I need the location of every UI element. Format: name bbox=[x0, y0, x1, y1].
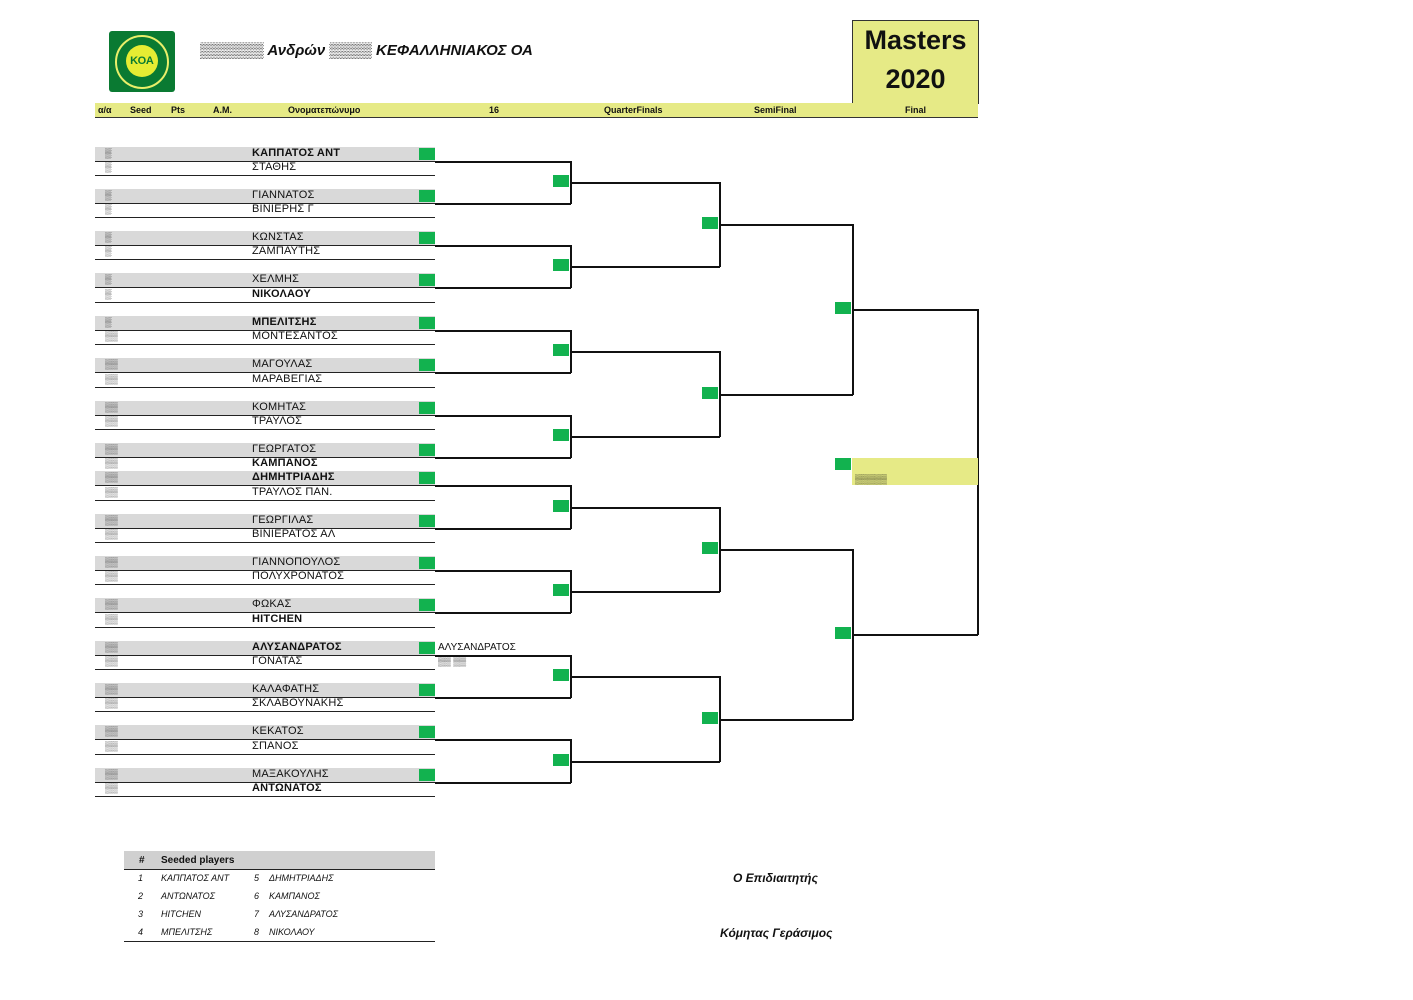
match-score-box[interactable] bbox=[835, 458, 851, 470]
player-row bbox=[95, 245, 435, 260]
player-name: ΤΡΑΥΛΟΣ ΠΑΝ. bbox=[252, 486, 333, 498]
player-name: ΚΑΛΑΦΑΤΗΣ bbox=[252, 683, 320, 695]
bracket-line bbox=[435, 161, 571, 163]
match-score-box[interactable] bbox=[553, 429, 569, 441]
player-name: ΒΙΝΙΕΡΑΤΟΣ ΑΛ bbox=[252, 528, 336, 540]
masters-year: 2020 bbox=[885, 64, 946, 94]
player-name: ΑΝΤΩΝΑΤΟΣ bbox=[252, 782, 322, 794]
seeded-table-divider bbox=[124, 941, 435, 942]
bracket-line bbox=[570, 351, 720, 353]
match-score-box[interactable] bbox=[419, 402, 435, 414]
player-row bbox=[95, 598, 435, 613]
player-row bbox=[95, 316, 435, 331]
seed-number: 1 bbox=[138, 873, 144, 883]
player-row bbox=[95, 514, 435, 529]
match-score-box[interactable] bbox=[419, 274, 435, 286]
masters-label: Masters bbox=[864, 25, 967, 55]
match-score-box[interactable] bbox=[419, 317, 435, 329]
seed-number: 5 bbox=[254, 873, 260, 883]
player-name: ΦΩΚΑΣ bbox=[252, 598, 292, 610]
player-row bbox=[95, 613, 435, 628]
player-row bbox=[95, 401, 435, 416]
player-name: ΓΕΩΡΓΑΤΟΣ bbox=[252, 443, 317, 455]
match-score-box[interactable] bbox=[419, 599, 435, 611]
player-row bbox=[95, 641, 435, 656]
player-name: ΜΑΓΟΥΛΑΣ bbox=[252, 358, 313, 370]
player-row bbox=[95, 161, 435, 176]
match-score-box[interactable] bbox=[553, 344, 569, 356]
player-name: ΔΗΜΗΤΡΙΑΔΗΣ bbox=[252, 471, 335, 483]
bracket-line bbox=[852, 309, 978, 311]
match-score-box[interactable] bbox=[835, 302, 851, 314]
col-pts: Pts bbox=[171, 105, 186, 115]
player-row bbox=[95, 330, 435, 345]
row-number: ▒▒ bbox=[105, 726, 118, 736]
player-name: ΚΟΜΗΤΑΣ bbox=[252, 401, 307, 413]
match-score-box[interactable] bbox=[702, 217, 718, 229]
seeded-row bbox=[124, 924, 435, 942]
seeded-table-header bbox=[124, 851, 435, 870]
player-name: ΣΚΛΑΒΟΥΝΑΚΗΣ bbox=[252, 697, 344, 709]
match-score-box[interactable] bbox=[553, 259, 569, 271]
player-name: ΓΟΝΑΤΑΣ bbox=[252, 655, 303, 667]
match-score-box[interactable] bbox=[553, 669, 569, 681]
player-row bbox=[95, 556, 435, 571]
round16-score: ▒▒ ▒▒ bbox=[438, 656, 467, 666]
row-number: ▒▒ bbox=[105, 557, 118, 567]
final-score: ▒▒▒▒▒ bbox=[855, 474, 887, 484]
seed-player: ΝΙΚΟΛΑΟΥ bbox=[269, 927, 315, 937]
player-name: ΧΕΛΜΗΣ bbox=[252, 273, 300, 285]
match-score-box[interactable] bbox=[419, 769, 435, 781]
match-score-box[interactable] bbox=[419, 190, 435, 202]
club-logo bbox=[109, 31, 175, 92]
row-number: ▒ bbox=[105, 317, 112, 327]
row-number: ▒▒ bbox=[105, 656, 118, 666]
match-score-box[interactable] bbox=[702, 387, 718, 399]
col-quarterfinals: QuarterFinals bbox=[604, 105, 663, 115]
player-row bbox=[95, 740, 435, 755]
player-row bbox=[95, 443, 435, 458]
col-final: Final bbox=[905, 105, 927, 115]
player-name: ΜΟΝΤΕΣΑΝΤΟΣ bbox=[252, 330, 338, 342]
row-number: ▒▒ bbox=[105, 458, 118, 468]
bracket-line bbox=[435, 245, 571, 247]
player-name: ΣΤΑΘΗΣ bbox=[252, 161, 297, 173]
match-score-box[interactable] bbox=[702, 712, 718, 724]
bracket-line bbox=[435, 528, 571, 530]
row-number: ▒▒ bbox=[105, 515, 118, 525]
col-am: Α.Μ. bbox=[213, 105, 232, 115]
match-score-box[interactable] bbox=[835, 627, 851, 639]
seeded-row bbox=[124, 888, 435, 906]
player-row bbox=[95, 782, 435, 797]
player-name: ΓΙΑΝΝΟΠΟΥΛΟΣ bbox=[252, 556, 341, 568]
seed-number: 7 bbox=[254, 909, 260, 919]
bracket-line bbox=[435, 570, 571, 572]
player-row bbox=[95, 528, 435, 543]
bracket-line bbox=[435, 782, 571, 784]
player-row bbox=[95, 471, 435, 486]
bracket-line bbox=[570, 182, 720, 184]
player-row bbox=[95, 231, 435, 246]
player-row bbox=[95, 273, 435, 288]
seed-number: 2 bbox=[138, 891, 144, 901]
bracket-line bbox=[719, 224, 853, 226]
player-name: ΒΙΝΙΕΡΗΣ Γ bbox=[252, 203, 314, 215]
row-number: ▒▒ bbox=[105, 529, 118, 539]
bracket-line bbox=[719, 719, 853, 721]
bracket-line bbox=[435, 739, 571, 741]
seeded-row bbox=[124, 870, 435, 888]
row-number: ▒▒ bbox=[105, 444, 118, 454]
match-score-box[interactable] bbox=[419, 232, 435, 244]
bracket-line bbox=[570, 266, 720, 268]
row-number: ▒▒ bbox=[105, 599, 118, 609]
column-header-bar bbox=[95, 103, 978, 118]
match-score-box[interactable] bbox=[553, 584, 569, 596]
row-number: ▒ bbox=[105, 204, 112, 214]
bracket-line bbox=[719, 549, 853, 551]
player-name: ΜΑΡΑΒΕΓΙΑΣ bbox=[252, 373, 323, 385]
player-name: ΤΡΑΥΛΟΣ bbox=[252, 415, 303, 427]
player-row bbox=[95, 203, 435, 218]
match-score-box[interactable] bbox=[702, 542, 718, 554]
seed-player: HITCHEN bbox=[161, 909, 201, 919]
seed-number: 3 bbox=[138, 909, 144, 919]
referee-title: Ο Επιδιαιτητής bbox=[733, 871, 818, 885]
seed-player: ΚΑΜΠΑΝΟΣ bbox=[269, 891, 320, 901]
bracket-line bbox=[435, 612, 571, 614]
seeded-title: Seeded players bbox=[161, 855, 235, 866]
player-name: ΑΛΥΣΑΝΔΡΑΤΟΣ bbox=[252, 641, 342, 653]
match-score-box[interactable] bbox=[419, 444, 435, 456]
row-number: ▒▒ bbox=[105, 684, 118, 694]
bracket-line bbox=[570, 676, 720, 678]
referee-name: Κόμητας Γεράσιμος bbox=[720, 926, 833, 940]
bracket-line bbox=[570, 591, 720, 593]
document-title: ▒▒▒▒▒▒ Ανδρών ▒▒▒▒ ΚΕΦΑΛΛΗΝΙΑΚΟΣ ΟΑ bbox=[200, 42, 533, 59]
seed-player: ΑΛΥΣΑΝΔΡΑΤΟΣ bbox=[269, 909, 338, 919]
player-name: ΚΩΝΣΤΑΣ bbox=[252, 231, 304, 243]
match-score-box[interactable] bbox=[553, 175, 569, 187]
row-number: ▒ bbox=[105, 246, 112, 256]
row-number: ▒▒ bbox=[105, 571, 118, 581]
player-name: ΚΑΜΠΑΝΟΣ bbox=[252, 457, 318, 469]
player-row bbox=[95, 486, 435, 501]
player-row bbox=[95, 768, 435, 783]
player-name: HITCHEN bbox=[252, 613, 303, 625]
row-number: ▒▒ bbox=[105, 769, 118, 779]
player-row bbox=[95, 288, 435, 303]
seeded-row bbox=[124, 906, 435, 924]
row-number: ▒▒ bbox=[105, 472, 118, 482]
row-number: ▒▒ bbox=[105, 642, 118, 652]
match-score-box[interactable] bbox=[419, 148, 435, 160]
player-name: ΜΑΞΑΚΟΥΛΗΣ bbox=[252, 768, 329, 780]
row-number: ▒▒ bbox=[105, 487, 118, 497]
row-number: ▒▒ bbox=[105, 402, 118, 412]
player-row bbox=[95, 373, 435, 388]
player-row bbox=[95, 683, 435, 698]
col-round16: 16 bbox=[489, 105, 500, 115]
bracket-line bbox=[435, 203, 571, 205]
seed-number: 6 bbox=[254, 891, 260, 901]
player-name: ΓΙΑΝΝΑΤΟΣ bbox=[252, 189, 315, 201]
bracket-line bbox=[435, 697, 571, 699]
player-name: ΖΑΜΠΑΥΤΗΣ bbox=[252, 245, 321, 257]
match-score-box[interactable] bbox=[419, 515, 435, 527]
round16-winner-label: ΑΛΥΣΑΝΔΡΑΤΟΣ bbox=[438, 642, 516, 653]
row-number: ▒ bbox=[105, 232, 112, 242]
masters-badge bbox=[852, 20, 979, 104]
row-number: ▒ bbox=[105, 274, 112, 284]
seed-player: ΜΠΕΛΙΤΣΗΣ bbox=[161, 927, 213, 937]
bracket-line bbox=[570, 436, 720, 438]
logo-text: ΚΟΑ bbox=[126, 45, 158, 77]
bracket-line bbox=[435, 485, 571, 487]
match-score-box[interactable] bbox=[553, 500, 569, 512]
match-score-box[interactable] bbox=[419, 684, 435, 696]
player-row bbox=[95, 189, 435, 204]
player-row bbox=[95, 457, 435, 472]
player-name: ΚΕΚΑΤΟΣ bbox=[252, 725, 304, 737]
bracket-line bbox=[570, 507, 720, 509]
player-row bbox=[95, 415, 435, 430]
seeded-hash: # bbox=[139, 855, 145, 866]
player-row bbox=[95, 697, 435, 712]
player-name: ΚΑΠΠΑΤΟΣ ΑΝΤ bbox=[252, 147, 341, 159]
player-name: ΣΠΑΝΟΣ bbox=[252, 740, 299, 752]
player-name: ΠΟΛΥΧΡΟΝΑΤΟΣ bbox=[252, 570, 345, 582]
col-name: Ονοματεπώνυμο bbox=[288, 105, 361, 115]
player-row bbox=[95, 147, 435, 162]
row-number: ▒ bbox=[105, 148, 112, 158]
bracket-line bbox=[435, 330, 571, 332]
player-row bbox=[95, 570, 435, 585]
bracket-line bbox=[435, 372, 571, 374]
player-name: ΜΠΕΛΙΤΣΗΣ bbox=[252, 316, 317, 328]
bracket-line bbox=[435, 415, 571, 417]
row-number: ▒▒ bbox=[105, 416, 118, 426]
match-score-box[interactable] bbox=[419, 726, 435, 738]
bracket-line bbox=[435, 457, 571, 459]
match-score-box[interactable] bbox=[419, 359, 435, 371]
col-semifinal: SemiFinal bbox=[754, 105, 797, 115]
row-number: ▒ bbox=[105, 190, 112, 200]
seed-player: ΔΗΜΗΤΡΙΑΔΗΣ bbox=[269, 873, 334, 883]
player-name: ΝΙΚΟΛΑΟΥ bbox=[252, 288, 311, 300]
row-number: ▒ bbox=[105, 289, 112, 299]
seed-player: ΑΝΤΩΝΑΤΟΣ bbox=[161, 891, 216, 901]
match-score-box[interactable] bbox=[419, 642, 435, 654]
seed-number: 8 bbox=[254, 927, 260, 937]
row-number: ▒▒ bbox=[105, 331, 118, 341]
row-number: ▒▒ bbox=[105, 614, 118, 624]
row-number: ▒▒ bbox=[105, 741, 118, 751]
col-seed: Seed bbox=[130, 105, 152, 115]
player-row bbox=[95, 655, 435, 670]
match-score-box[interactable] bbox=[553, 754, 569, 766]
player-name: ΓΕΩΡΓΙΛΑΣ bbox=[252, 514, 314, 526]
row-number: ▒▒ bbox=[105, 359, 118, 369]
seed-number: 4 bbox=[138, 927, 144, 937]
bracket-line bbox=[570, 761, 720, 763]
row-number: ▒ bbox=[105, 162, 112, 172]
match-score-box[interactable] bbox=[419, 557, 435, 569]
seed-player: ΚΑΠΠΑΤΟΣ ΑΝΤ bbox=[161, 873, 230, 883]
player-row bbox=[95, 358, 435, 373]
row-number: ▒▒ bbox=[105, 374, 118, 384]
row-number: ▒▒ bbox=[105, 783, 118, 793]
bracket-line bbox=[719, 394, 853, 396]
player-row bbox=[95, 725, 435, 740]
row-number: ▒▒ bbox=[105, 698, 118, 708]
col-aa: α/α bbox=[98, 105, 112, 115]
match-score-box[interactable] bbox=[419, 472, 435, 484]
bracket-line bbox=[852, 634, 978, 636]
bracket-line bbox=[435, 287, 571, 289]
